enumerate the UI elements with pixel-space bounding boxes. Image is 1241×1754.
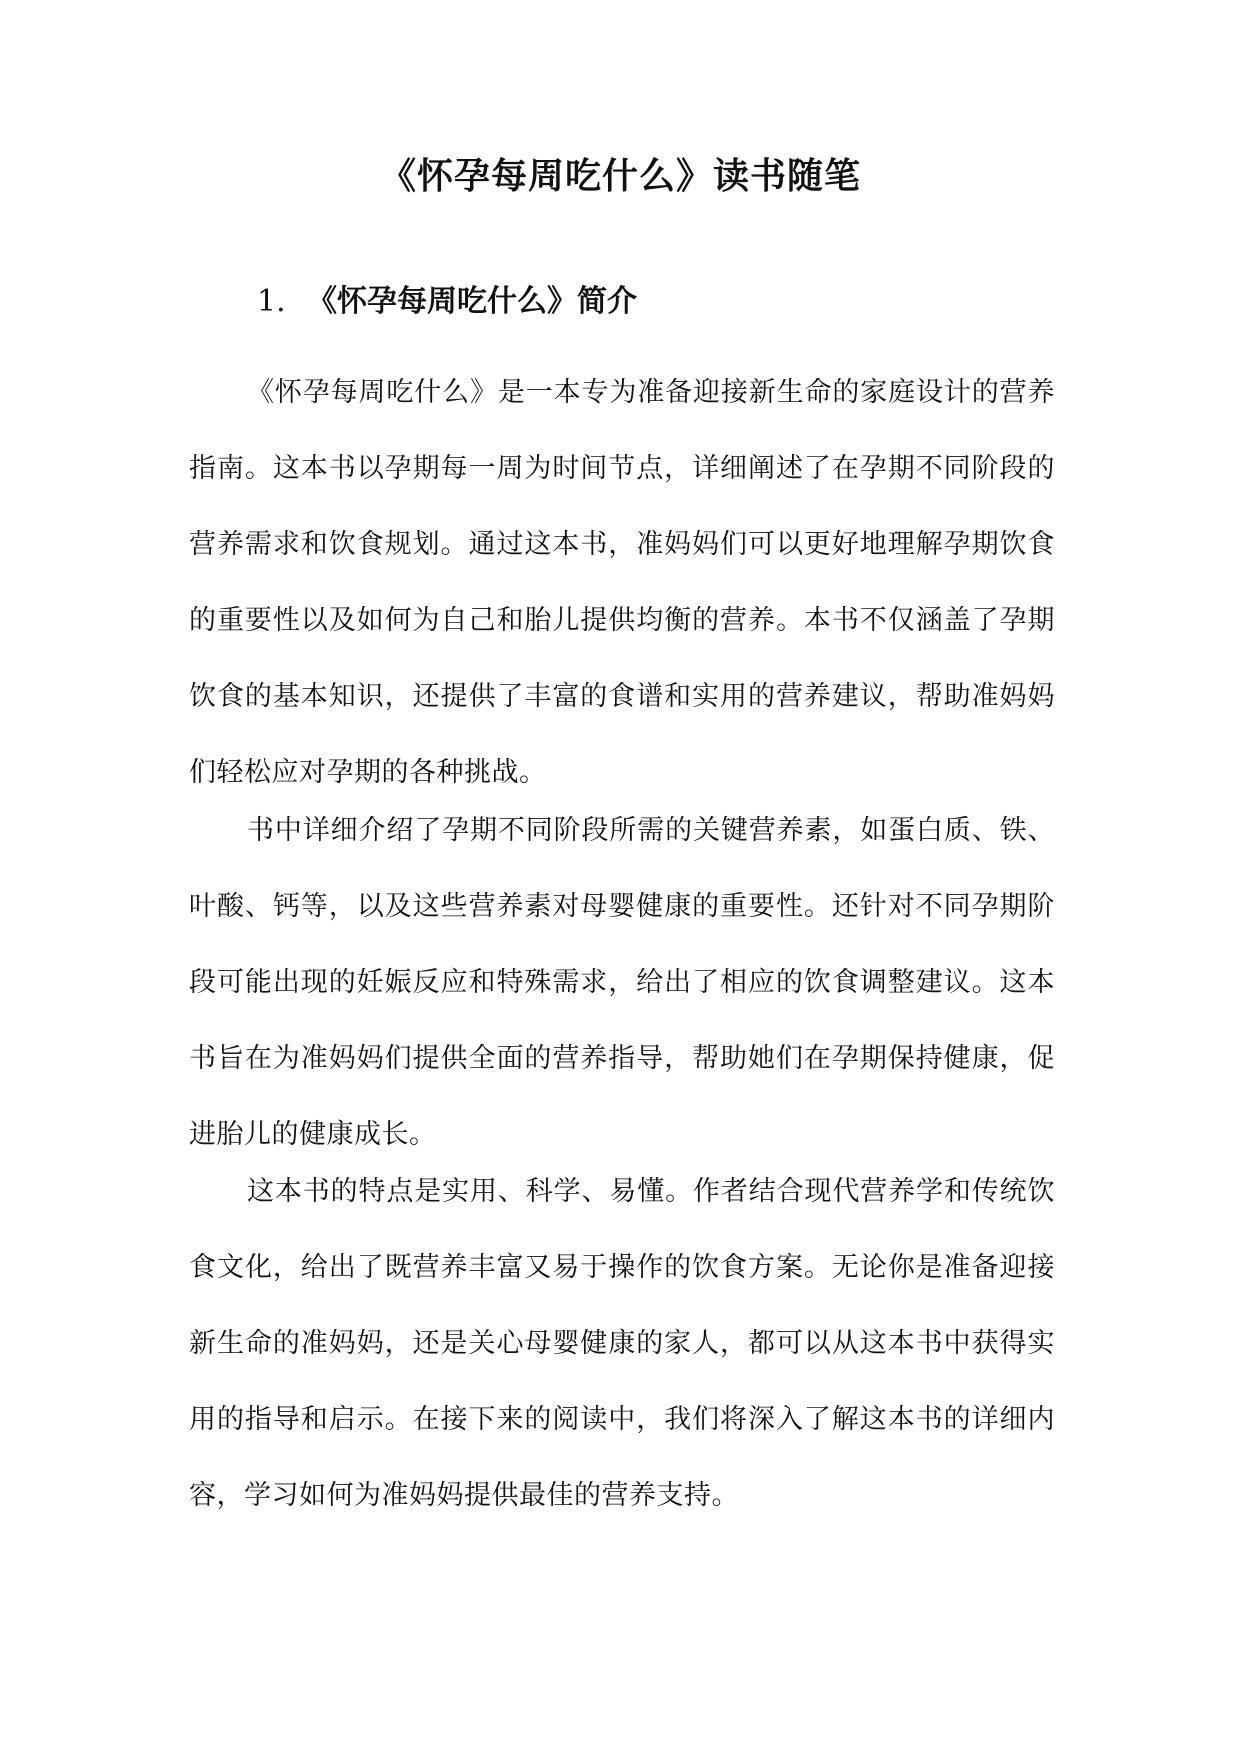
paragraph-features: 这本书的特点是实用、科学、易懂。作者结合现代营养学和传统饮食文化，给出了既营养丰富又易于操作的饮食方案。无论你是准备迎接新生命的准妈妈，还是关心母婴健康的家人，都可以从这本书中获得实用的指导和启示。在接下来的阅读中，我们将深入了解这本书的详细内容，学习如何为准妈妈提供最佳的营养支持。 bbox=[189, 1176, 1055, 1511]
section-heading bbox=[257, 280, 637, 324]
paragraph-nutrients: 书中详细介绍了孕期不同阶段所需的关键营养素，如蛋白质、铁、叶酸、钙等，以及这些营养素对母婴健康的重要性。还针对不同孕期阶段可能出现的妊娠反应和特殊需求，给出了相应的饮食调整建议。这本书旨在为准妈妈们提供全面的营养指导，帮助她们在孕期保持健康，促进胎儿的健康成长。 bbox=[189, 815, 1055, 1150]
section-title: 《怀孕每周吃什么》简介 bbox=[307, 284, 637, 319]
section-number: 1. bbox=[257, 284, 286, 319]
paragraph-intro: 《怀孕每周吃什么》是一本专为准备迎接新生命的家庭设计的营养指南。这本书以孕期每一周为时间节点，详细阐述了在孕期不同阶段的营养需求和饮食规划。通过这本书，准妈妈们可以更好地理解孕期饮食的重要性以及如何为自己和胎儿提供均衡的营养。本书不仅涵盖了孕期饮食的基本知识，还提供了丰富的食谱和实用的营养建议，帮助准妈妈们轻松应对孕期的各种挑战。 bbox=[189, 377, 1055, 788]
document-title: 《怀孕每周吃什么》读书随笔 bbox=[379, 155, 861, 197]
